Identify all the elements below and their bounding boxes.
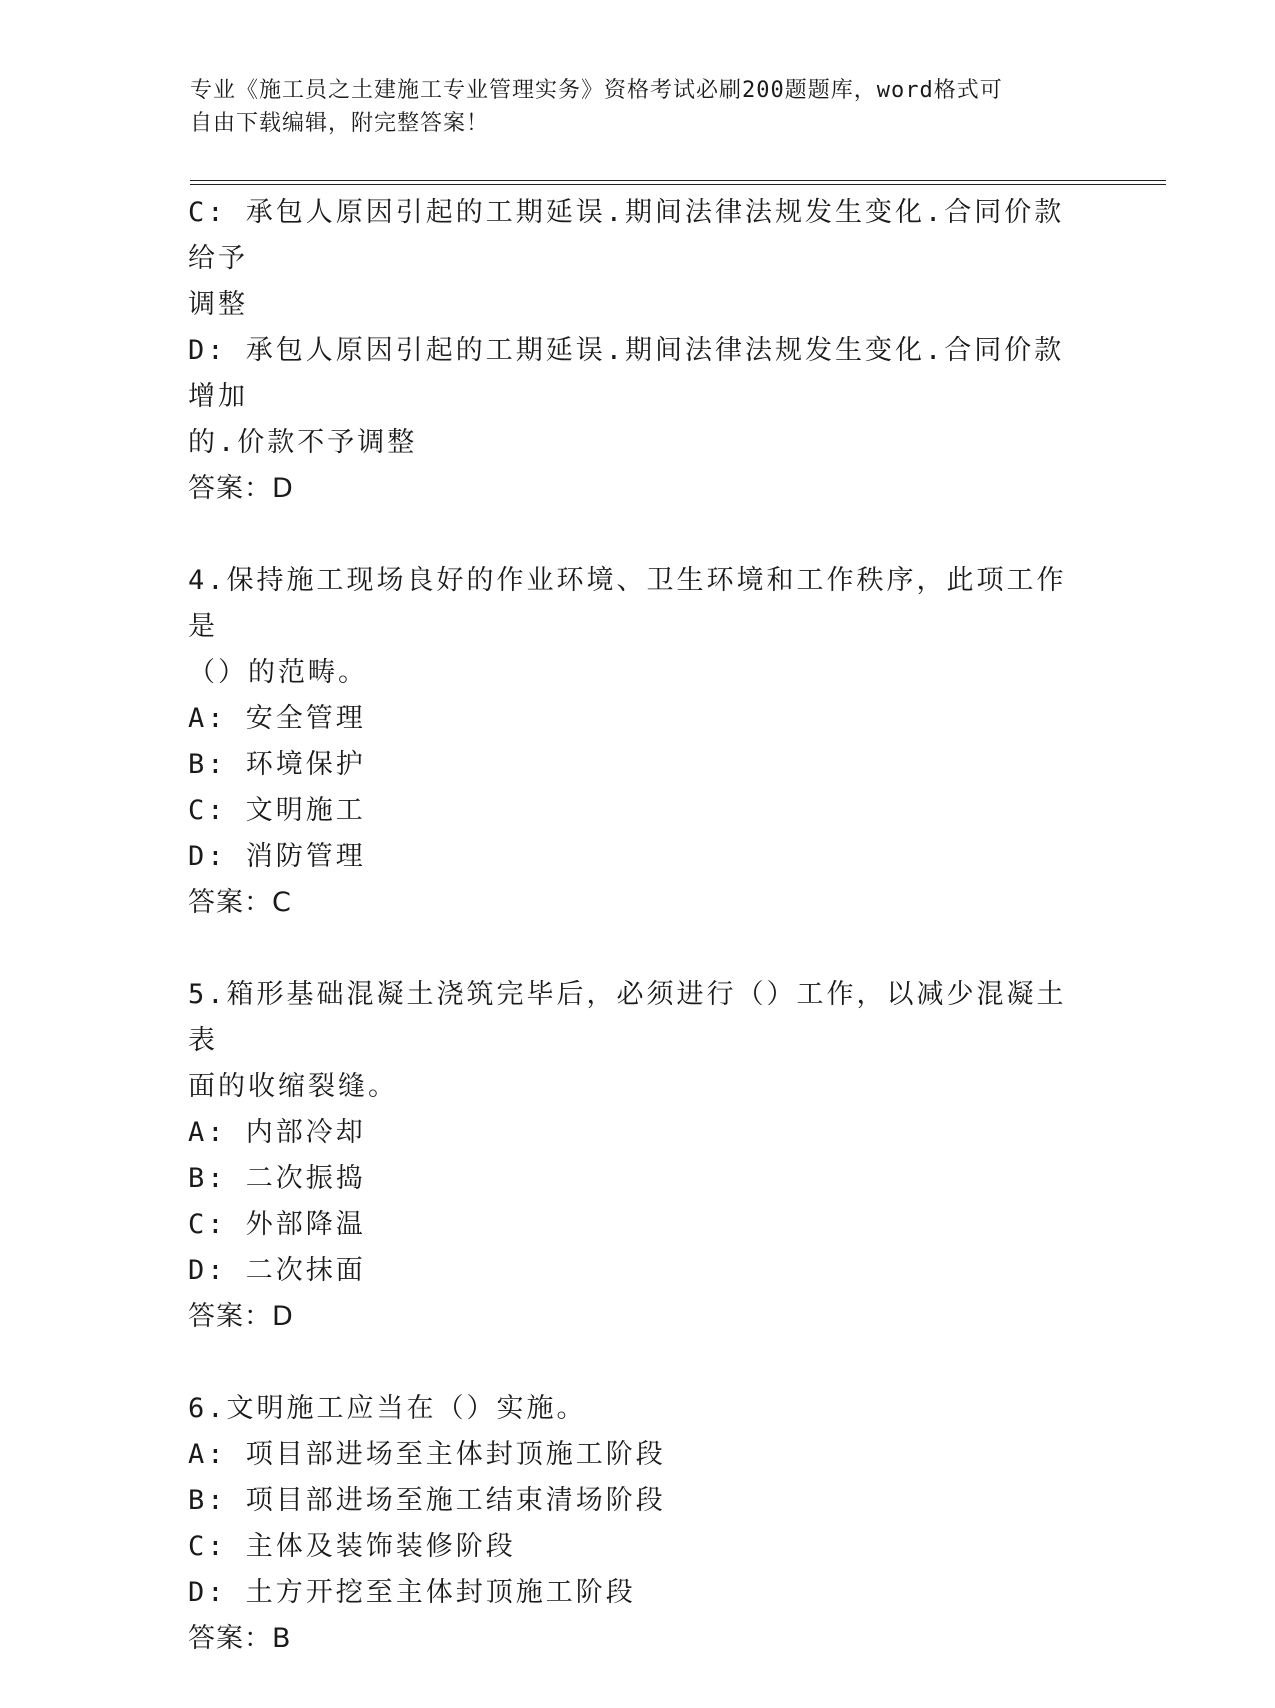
question-5 xyxy=(188,972,1088,1340)
document-header xyxy=(190,74,1090,140)
answer-line: 答案：D xyxy=(188,1301,294,1332)
question-stem-continued: 面的收缩裂缝。 xyxy=(188,1071,398,1102)
option-c: C: 承包人原因引起的工期延误.期间法律法规发生变化.合同价款给予 xyxy=(188,197,1065,274)
option-c: C: 主体及装饰装修阶段 xyxy=(188,1531,516,1562)
option-d: D: 消防管理 xyxy=(188,841,366,872)
option-a: A: 项目部进场至主体封顶施工阶段 xyxy=(188,1439,666,1470)
header-divider-bottom xyxy=(190,184,1166,185)
header-line-2: 自由下载编辑，附完整答案！ xyxy=(190,111,490,136)
option-b: B: 二次振捣 xyxy=(188,1163,366,1194)
question-3-continued xyxy=(188,190,1088,512)
answer-line: 答案：D xyxy=(188,473,294,504)
option-d: D: 承包人原因引起的工期延误.期间法律法规发生变化.合同价款增加 xyxy=(188,335,1065,412)
option-a: A: 安全管理 xyxy=(188,703,366,734)
option-b: B: 项目部进场至施工结束清场阶段 xyxy=(188,1485,666,1516)
question-stem-continued: （）的范畴。 xyxy=(188,657,368,688)
document-body xyxy=(188,190,1088,1708)
question-stem: 6.文明施工应当在（）实施。 xyxy=(188,1393,587,1424)
answer-line: 答案：B xyxy=(188,1623,292,1654)
question-6 xyxy=(188,1386,1088,1662)
option-a: A: 内部冷却 xyxy=(188,1117,366,1148)
option-b: B: 环境保护 xyxy=(188,749,366,780)
answer-line: 答案：C xyxy=(188,887,292,918)
option-c: C: 外部降温 xyxy=(188,1209,366,1240)
header-line-1: 专业《施工员之土建施工专业管理实务》资格考试必刷200题题库，word格式可 xyxy=(190,78,1003,103)
header-divider-top xyxy=(190,180,1166,181)
question-stem: 4.保持施工现场良好的作业环境、卫生环境和工作秩序，此项工作是 xyxy=(188,565,1067,642)
option-c: C: 文明施工 xyxy=(188,795,366,826)
option-d: D: 二次抹面 xyxy=(188,1255,366,1286)
question-stem: 5.箱形基础混凝土浇筑完毕后，必须进行（）工作，以减少混凝土表 xyxy=(188,979,1067,1056)
option-d: D: 土方开挖至主体封顶施工阶段 xyxy=(188,1577,636,1608)
option-c-continued: 调整 xyxy=(188,289,248,320)
question-4 xyxy=(188,558,1088,926)
option-d-continued: 的.价款不予调整 xyxy=(188,427,418,458)
